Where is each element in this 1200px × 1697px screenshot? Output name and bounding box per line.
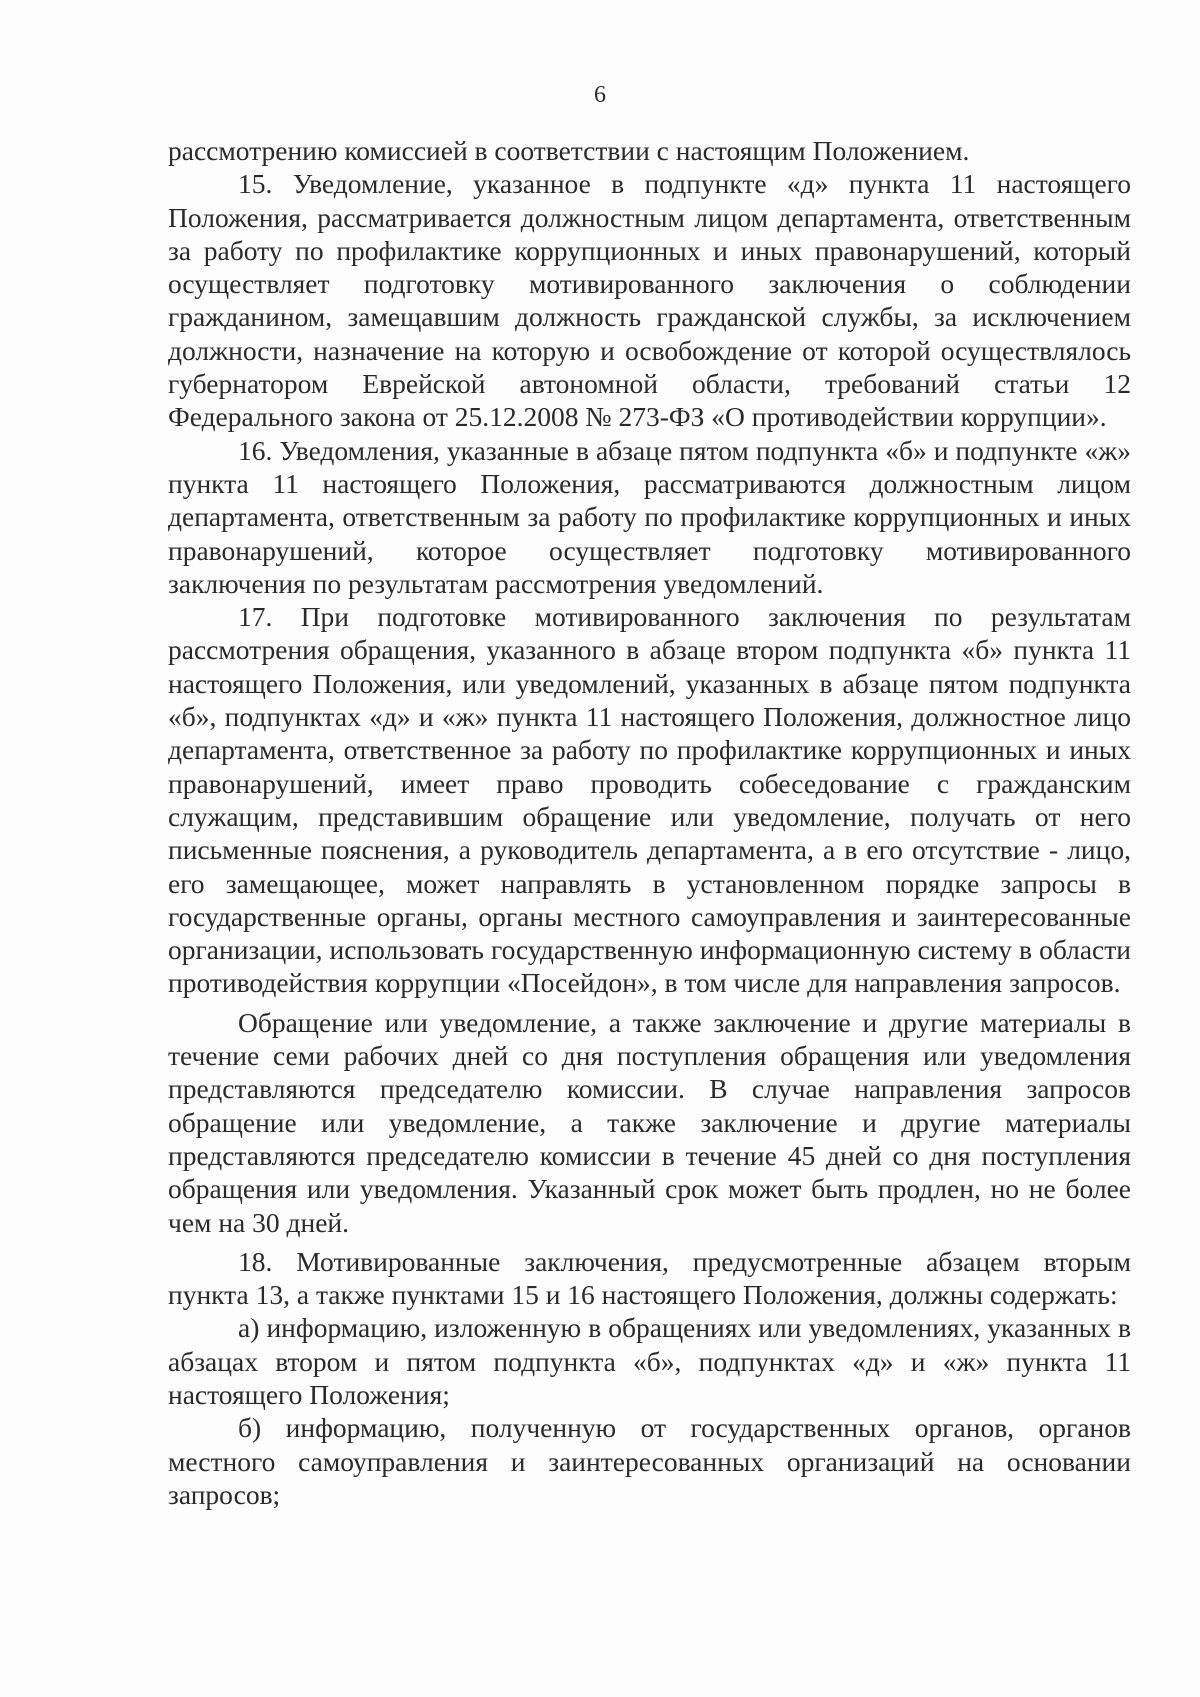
paragraph-subitem-a: а) информацию, изложенную в обращениях или уведомлениях, указанных в абзацах втором и пятом подпункта «б», подпунктах «д» и «ж» пункта 11 настоящего Положения; (168, 1312, 1131, 1410)
page-number: 6 (594, 82, 606, 108)
paragraph-subitem-b: б) информацию, полученную от государственных органов, органов местного самоуправления и заинтересованных организаций на основании запросов; (168, 1412, 1131, 1510)
paragraph-item-18: 18. Мотивированные заключения, предусмотренные абзацем вторым пункта 13, а также пунктами 15 и 16 настоящего Положения, должны содержать: (168, 1245, 1131, 1311)
paragraph-item-15: 15. Уведомление, указанное в подпункте «д» пункта 11 настоящего Положения, рассматривается должностным лицом департамента, ответственным за работу по профилактике коррупционных и иных правонарушений, который осуществляет подготовку мотивированного заключения о соблюдении гражданином, замещавшим должность гражданской службы, за исключением должности, назначение на которую и освобождение от которой осуществлялось губернатором Еврейской автономной области, требований статьи 12 Федерального закона от 25.12.2008 № 273-ФЗ «О противодействии коррупции». (168, 168, 1131, 433)
paragraph-item-16: 16. Уведомления, указанные в абзаце пятом подпункта «б» и подпункте «ж» пункта 11 настоящего Положения, рассматриваются должностным лицом департамента, ответственным за работу по профилактике коррупционных и иных правонарушений, которое осуществляет подготовку мотивированного заключения по результатам рассмотрения уведомлений. (168, 434, 1131, 599)
document-body (168, 134, 1131, 1511)
paragraph-item-17-continued: Обращение или уведомление, а также заключение и другие материалы в течение семи рабочих дней со дня поступления обращения или уведомления представляются председателю комиссии. В случае направления запросов обращение или уведомление, а также заключение и другие материалы представляются председателю комиссии в течение 45 дней со дня поступления обращения или уведомления. Указанный срок может быть продлен, но не более чем на 30 дней. (168, 1006, 1131, 1238)
paragraph-item-17: 17. При подготовке мотивированного заключения по результатам рассмотрения обращения, указанного в абзаце втором подпункта «б» пункта 11 настоящего Положения, или уведомлений, указанных в абзаце пятом подпункта «б», подпунктах «д» и «ж» пункта 11 настоящего Положения, должностное лицо департамента, ответственное за работу по профилактике коррупционных и иных правонарушений, имеет право проводить собеседование с гражданским служащим, представившим обращение или уведомление, получать от него письменные пояснения, а руководитель департамента, а в его отсутствие - лицо, его замещающее, может направлять в установленном порядке запросы в государственные органы, органы местного самоуправления и заинтересованные организации, использовать государственную информационную систему в области противодействия коррупции «Посейдон», в том числе для направления запросов. (168, 601, 1131, 999)
paragraph-continuation: рассмотрению комиссией в соответствии с настоящим Положением. (168, 135, 970, 166)
